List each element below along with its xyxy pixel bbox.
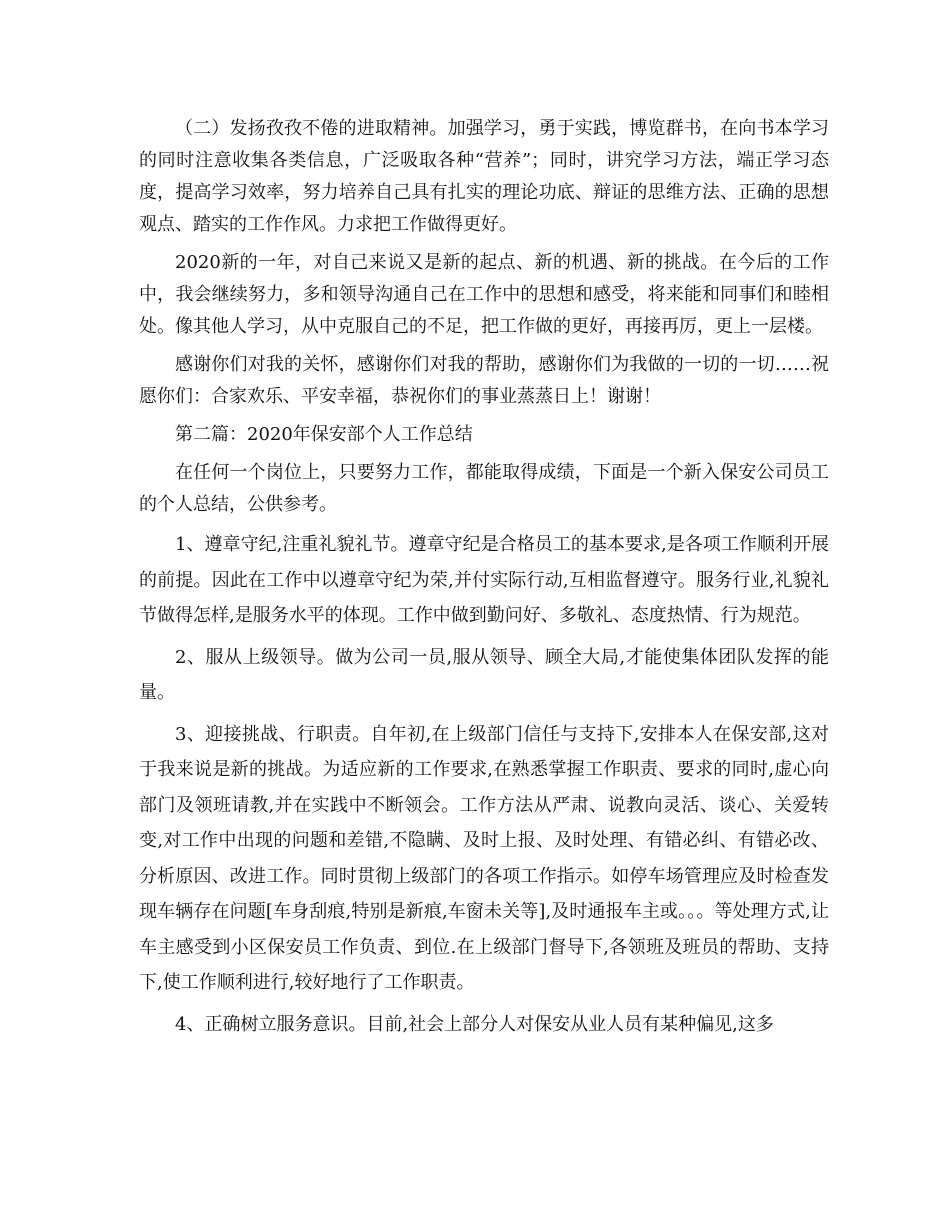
paragraph-new-year: 2020新的一年，对自己来说又是新的起点、新的机遇、新的挑战。在今后的工作中，我会继续努力，多和领导沟通自己在工作中的思想和感受，将来能和同事们和睦相处。像其他人学习，从中克服自己的不足，把工作做的更好，再接再厉，更上一层楼。 — [139, 252, 829, 337]
paragraph-item-1: 1、遵章守纪,注重礼貌礼节。遵章守纪是合格员工的基本要求,是各项工作顺利开展的前提。因此在工作中以遵章守纪为荣,并付实际行动,互相监督遵守。服务行业,礼貌礼节做得怎样,是服务水平的体现。工作中做到勤问好、多敬礼、态度热情、行为规范。 — [139, 534, 829, 626]
paragraph-intro: 在任何一个岗位上，只要努力工作，都能取得成绩，下面是一个新入保安公司员工的个人总结，公供参考。 — [139, 462, 829, 515]
paragraph-item-4: 4、正确树立服务意识。目前,社会上部分人对保安从业人员有某种偏见,这多 — [175, 1013, 774, 1035]
paragraph-item-3: 3、迎接挑战、行职责。自年初,在上级部门信任与支持下,安排本人在保安部,这对于我来说是新的挑战。为适应新的工作要求,在熟悉掌握工作职责、要求的同时,虚心向部门及领班请教,并在实践中不断领会。工作方法从严肃、说教向灵活、谈心、关爱转变,对工作中出现的问题和差错,不隐瞒、及时上报、及时处理、有错必纠、有错必改、分析原因、改进工作。同时贯彻上级部门的各项工作指示。如停车场管理应及时检查发现车辆存在问题[车身刮痕,特别是新痕,车窗未关等],及时通报车主或。。。等处理方式,让车主感受到小区保安员工作负责、到位.在上级部门督导下,各领班及班员的帮助、支持下,使工作顺利进行,较好地行了工作职责。 — [139, 723, 829, 993]
document-body — [139, 113, 829, 1048]
paragraph-thanks: 感谢你们对我的关怀，感谢你们对我的帮助，感谢你们为我做的一切的一切……祝愿你们：合家欢乐、平安幸福，恭祝你们的事业蒸蒸日上！谢谢！ — [139, 354, 829, 407]
paragraph-learning-spirit: （二）发扬孜孜不倦的进取精神。加强学习，勇于实践，博览群书，在向书本学习的同时注意收集各类信息，广泛吸取各种“营养”；同时，讲究学习方法，端正学习态度，提高学习效率，努力培养自己具有扎实的理论功底、辩证的思维方法、正确的思想观点、踏实的工作作风。力求把工作做得更好。 — [139, 118, 829, 235]
paragraph-item-2: 2、服从上级领导。做为公司一员,服从领导、顾全大局,才能使集体团队发挥的能量。 — [139, 646, 829, 703]
section-heading: 第二篇：2020年保安部个人工作总结 — [175, 424, 473, 445]
